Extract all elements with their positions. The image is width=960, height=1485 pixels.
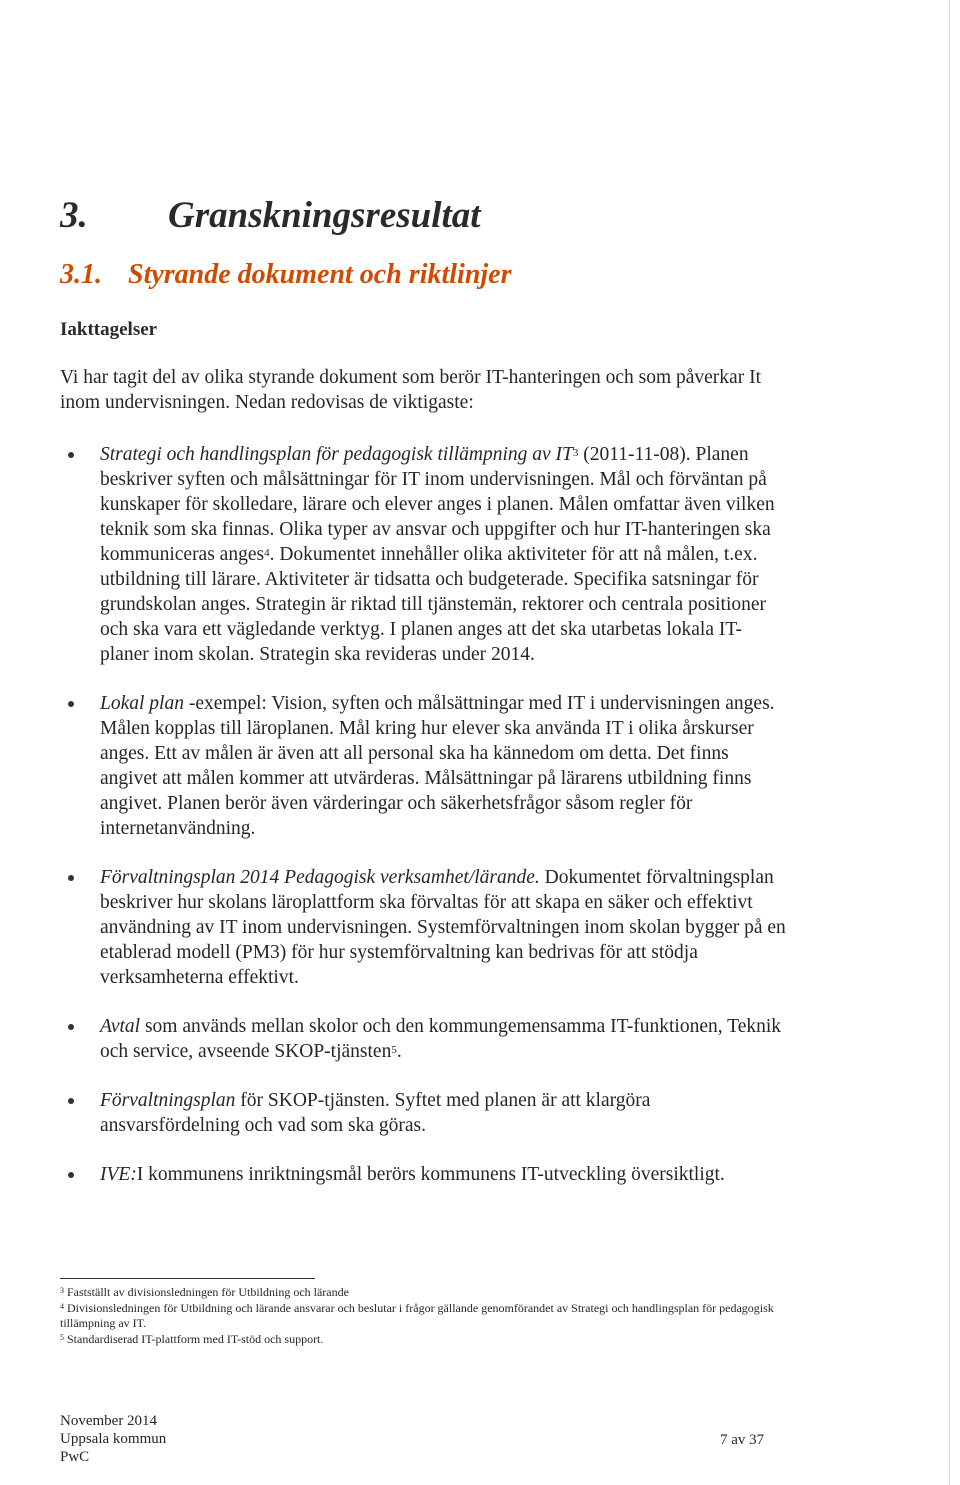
footer-date: November 2014 <box>60 1413 158 1429</box>
footnote <box>60 1301 780 1332</box>
footnote-number: 3 <box>60 1286 64 1295</box>
bullet-icon <box>68 875 74 881</box>
bullet-icon <box>68 701 74 707</box>
heading-title: Granskningsresultat <box>168 195 481 236</box>
item-text: . <box>396 1041 402 1062</box>
footnote-number: 5 <box>60 1332 64 1342</box>
subheading-title: Styrande dokument och riktlinjer <box>128 259 512 290</box>
subheading-number: 3.1. <box>60 259 102 290</box>
footnote-ref: 5 <box>391 1044 397 1056</box>
footnote-divider <box>60 1278 315 1279</box>
footnote <box>60 1332 780 1348</box>
item-text: (2011-11-08). Planen beskriver syften och målsättningar för IT inom undervisningen. Mål och förväntan på kunskaper för skolledare, lärare och elever anges i planen. Målen omfattar även vilken teknik som ska finnas. Olika typer av ansvar och uppgifter och hur IT-hanteringen ska kommuniceras anges <box>100 444 775 565</box>
item-text: Dokumentet förvaltningsplan beskriver hur skolans läroplattform ska förvaltas för att skapa en säker och effektivt användning av IT inom undervisningen. Systemförvaltningen inom skolan bygger på en etablerad modell (PM3) för hur systemförvaltning kan bedrivas för att stödja verksamheterna effektivt. <box>100 867 786 988</box>
footnote-ref: 4 <box>264 547 270 559</box>
list-item <box>60 1162 790 1187</box>
list-item <box>60 1088 790 1138</box>
item-title: Strategi och handlingsplan för pedagogisk tillämpning av IT <box>100 444 573 465</box>
item-title: IVE: <box>100 1164 137 1185</box>
bullet-icon <box>68 1172 74 1178</box>
section-label: Iakttagelser <box>60 319 158 340</box>
footnote-text: Fastställt av divisionsledningen för Utbildning och lärande <box>67 1285 349 1299</box>
page-footer <box>60 1412 166 1466</box>
item-text: . Dokumentet innehåller olika aktiviteter för att nå målen, t.ex. utbildning till lärare. Aktiviteter är tidsatta och budgeterade. Specifika satsningar för grundskolan anges. Strategin är riktad till tjänstemän, rektorer och centrala positioner och ska vara ett vägledande verktyg. I planen anges att det ska utarbetas lokala IT-planer inom skolan. Strategin ska revideras under 2014. <box>100 544 767 665</box>
item-text: -exempel: Vision, syften och målsättningar med IT i undervisningen anges. Målen kopplas till läroplanen. Mål kring hur elever ska använda IT i olika årskurser anges. Ett av målen är även att all personal ska ha kännedom om detta. Det finns angivet att målen kommer att utvärderas. Målsättningar på lärarens utbildning finns angivet. Planen berör även värderingar och säkerhetsfrågor såsom regler för internetanvändning. <box>100 693 775 839</box>
footnote-text: Divisionsledningen för Utbildning och lärande ansvarar och beslutar i frågor gällande genomförandet av Strategi och handlingsplan för pedagogisk tillämpning av IT. <box>60 1300 774 1330</box>
footnotes <box>60 1285 780 1347</box>
footnote-text: Standardiserad IT-plattform med IT-stöd och support. <box>67 1331 324 1346</box>
item-title: Avtal <box>100 1016 141 1037</box>
footnote-ref: 3 <box>572 447 579 459</box>
item-text: I kommunens inriktningsmål berörs kommunens IT-utveckling översiktligt. <box>136 1164 725 1185</box>
item-text: som används mellan skolor och den kommungemensamma IT-funktionen, Teknik och service, avseende SKOP-tjänsten <box>100 1016 782 1062</box>
bullet-icon <box>68 452 74 458</box>
list-item <box>60 442 790 667</box>
intro-paragraph: Vi har tagit del av olika styrande dokument som berör IT-hanteringen och som påverkar It inom undervisningen. Nedan redovisas de viktigaste: <box>60 367 761 413</box>
section-subheading <box>60 259 512 291</box>
footer-company: PwC <box>60 1449 90 1465</box>
item-title: Förvaltningsplan 2014 Pedagogisk verksamhet/lärande. <box>100 867 540 888</box>
item-title: Förvaltningsplan <box>100 1090 236 1111</box>
item-title: Lokal plan <box>100 693 184 714</box>
page-number: 7 av 37 <box>720 1432 765 1448</box>
footer-org: Uppsala kommun <box>60 1431 167 1447</box>
footnote-number: 4 <box>60 1301 64 1311</box>
bullet-icon <box>68 1024 74 1030</box>
page-edge <box>949 0 950 1485</box>
page-heading <box>60 194 481 237</box>
footnote <box>60 1285 780 1301</box>
document-list <box>60 442 790 1211</box>
list-item <box>60 1014 790 1064</box>
list-item <box>60 865 790 990</box>
item-text: för SKOP-tjänsten. Syftet med planen är att klargöra ansvarsfördelning och vad som ska göras. <box>100 1090 651 1136</box>
list-item <box>60 691 790 841</box>
bullet-icon <box>68 1098 74 1104</box>
heading-number: 3. <box>60 195 88 236</box>
